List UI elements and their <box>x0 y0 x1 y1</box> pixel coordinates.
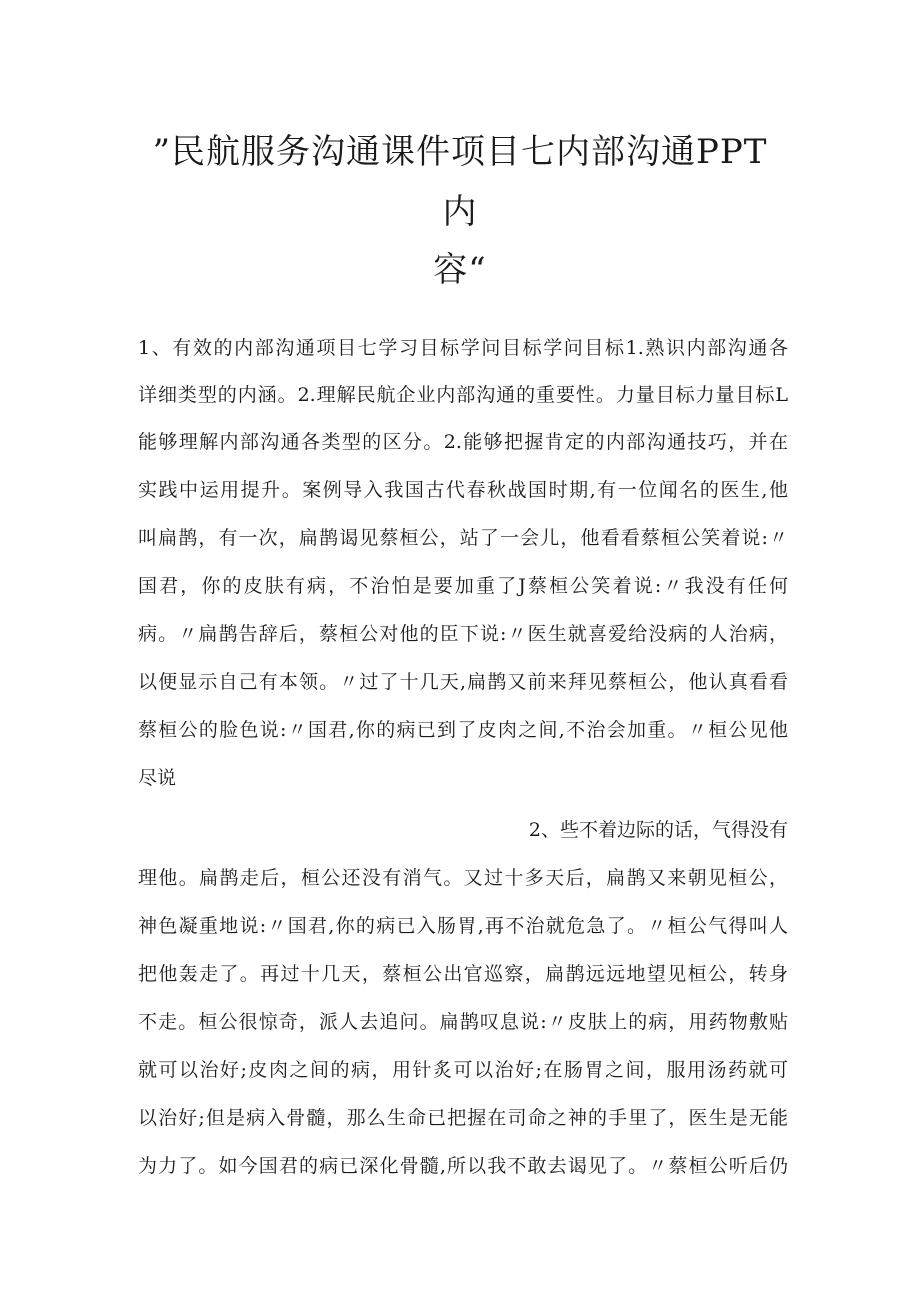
paragraph-2-line: 神色凝重地说:〃国君,你的病已入肠胃,再不治就危急了。〃桓公气得叫人 <box>138 915 788 937</box>
document-title-line-3: 容“ <box>433 250 487 290</box>
paragraph-1-line: 蔡桓公的脸色说:〃国君,你的病已到了皮肉之间,不治会加重。〃桓公见他 <box>138 719 788 741</box>
document-title-line-2: 内 <box>442 192 478 232</box>
paragraph-1-line: 详细类型的内涵。2.理解民航企业内部沟通的重要性。力量目标力量目标L <box>138 384 788 406</box>
paragraph-1-line: 病。〃扁鹊告辞后，蔡桓公对他的臣下说:〃医生就喜爱给没病的人治病， <box>138 623 788 645</box>
paragraph-2-line: 不走。桓公很惊奇，派人去追问。扁鹊叹息说:〃皮肤上的病，用药物敷贴 <box>138 1011 788 1033</box>
paragraph-1-line: 能够理解内部沟通各类型的区分。2.能够把握肯定的内部沟通技巧，并在 <box>138 431 788 453</box>
paragraph-2-line: 为力了。如今国君的病已深化骨髓,所以我不敢去谒见了。〃蔡桓公听后仍 <box>138 1155 788 1177</box>
document-title-line-1: ”民航服务沟通课件项目七内部沟通PPT <box>152 132 768 172</box>
paragraph-2-line: 以治好;但是病入骨髓，那么生命已把握在司命之神的手里了，医生是无能 <box>138 1107 788 1129</box>
paragraph-1-line: 叫扁鹊，有一次，扁鹊谒见蔡桓公，站了一会儿，他看看蔡桓公笑着说:〃 <box>138 527 788 549</box>
paragraph-2-line: 把他轰走了。再过十几天，蔡桓公出官巡察，扁鹊远远地望见桓公，转身 <box>138 963 788 985</box>
paragraph-1-line: 以便显示自己有本领。〃过了十几天,扁鹊又前来拜见蔡桓公，他认真看看 <box>138 671 788 693</box>
paragraph-2-line: 2、些不着边际的话，气得没有 <box>528 819 788 841</box>
paragraph-1-line: 1、有效的内部沟通项目七学习目标学问目标学问目标1.熟识内部沟通各 <box>138 337 788 359</box>
paragraph-1-line: 尽说 <box>138 767 177 789</box>
paragraph-1-line: 国君，你的皮肤有病，不治怕是要加重了J蔡桓公笑着说:〃我没有任何 <box>138 575 788 597</box>
paragraph-1-line: 实践中运用提升。案例导入我国古代春秋战国时期,有一位闻名的医生,他 <box>138 479 788 501</box>
paragraph-2-line: 就可以治好;皮肉之间的病，用针炙可以治好;在肠胃之间，服用汤药就可 <box>138 1059 788 1081</box>
paragraph-2-line: 理他。扁鹊走后，桓公还没有消气。又过十多天后，扁鹊又来朝见桓公， <box>138 867 788 889</box>
